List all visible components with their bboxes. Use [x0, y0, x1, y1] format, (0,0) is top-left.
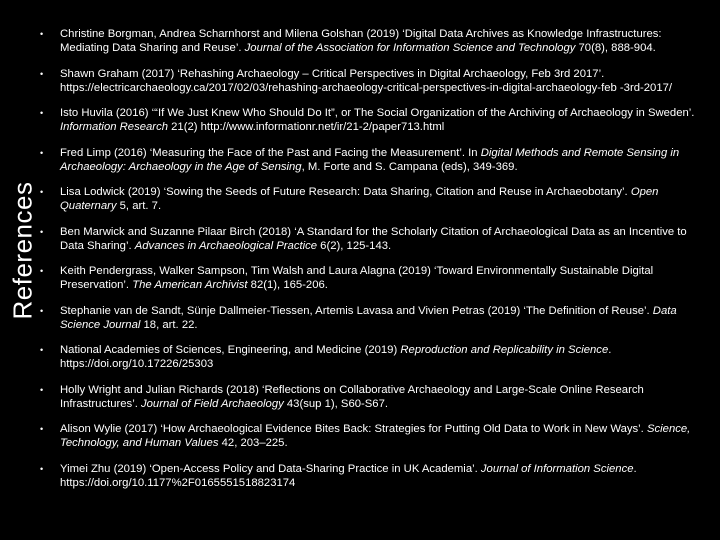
reference-text: Keith Pendergrass, Walker Sampson, Tim Walsh and Laura Alagna (2019) ‘Toward Environmentally Sustainable Digital Preservation’. [60, 265, 654, 291]
reference-source-title: The American Archivist [132, 279, 248, 291]
bullet-icon: • [40, 226, 44, 237]
bullet-icon: • [40, 266, 44, 276]
reference-text: 21(2) http://www.informationr.net/ir/21-2/paper713.html [168, 121, 445, 133]
reference-source-title: Journal of Information Science [480, 462, 634, 475]
reference-text: 5, art. 7. [116, 200, 162, 212]
bullet-icon: • [40, 187, 44, 197]
reference-text: 43(sup 1), S60-S67. [283, 397, 389, 410]
reference-item [40, 343, 710, 371]
bullet-icon: • [40, 345, 44, 355]
bullet-icon: • [40, 305, 44, 316]
bullet-icon: • [40, 424, 44, 434]
reference-item [40, 146, 710, 174]
reference-text: Fred Limp (2016) ‘Measuring the Face of the Past and Facing the Measurement’. In [60, 146, 481, 159]
reference-item [40, 27, 710, 55]
reference-item [40, 106, 710, 134]
bullet-icon: • [40, 384, 44, 395]
reference-text: Alison Wylie (2017) ‘How Archaeological Evidence Bites Back: Strategies for Putting Old Data to Work in New Ways’. [60, 423, 647, 435]
reference-source-title: Advances in Archaeological Practice [134, 239, 318, 252]
reference-text: 82(1), 165-206. [247, 279, 328, 291]
reference-text: Holly Wright and Julian Richards (2018) ‘Reflections on Collaborative Archaeology and Large-Scale Online Research Infrastructures’. [60, 383, 644, 410]
reference-text: Shawn Graham (2017) ‘Rehashing Archaeology – Critical Perspectives in Digital Archaeology, Feb 3rd 2017’. https://electricarchaeology.ca/2017/02/03/rehashing-archaeology-critical-perspectives-in-digital-archaeology-feb -3rd-2017/ [60, 67, 673, 94]
reference-item [40, 185, 710, 213]
bullet-icon: • [40, 463, 44, 474]
reference-text: 18, art. 22. [140, 318, 198, 331]
reference-item [40, 304, 710, 332]
bullet-icon: • [40, 29, 44, 39]
reference-text: Ben Marwick and Suzanne Pilaar Birch (2018) ‘A Standard for the Scholarly Citation of Archaeological Data as an Incentive to Data Sharing’. [60, 225, 687, 252]
reference-text: . https://doi.org/10.1177%2F0165551518823174 [60, 462, 637, 489]
reference-source-title: Reproduction and Replicability in Science [400, 344, 609, 356]
reference-text: Stephanie van de Sandt, Sünje Dallmeier-Tiessen, Artemis Lavasa and Vivien Petras (2019) ‘The Definition of Reuse’. [60, 304, 653, 317]
reference-source-title: Journal of the Association for Information Science and Technology [244, 42, 576, 54]
reference-item [40, 67, 710, 95]
bullet-icon: • [40, 147, 44, 158]
reference-source-title: Digital Methods and Remote Sensing in Archaeology: Archaeology in the Age of Sensing [60, 146, 680, 173]
reference-item [40, 422, 710, 450]
reference-text: Christine Borgman, Andrea Scharnhorst and Milena Golshan (2019) ‘Digital Data Archives as Knowledge Infrastructures: Mediating Data Sharing and Reuse’. [60, 28, 662, 54]
reference-item [40, 462, 710, 490]
reference-source-title: Data Science Journal [60, 304, 677, 331]
reference-item [40, 383, 710, 411]
reference-text: 42, 203–225. [218, 437, 288, 449]
reference-source-title: Information Research [60, 121, 168, 133]
references-list [40, 27, 710, 501]
reference-text: National Academies of Sciences, Engineering, and Medicine (2019) [60, 344, 401, 356]
reference-item [40, 264, 710, 292]
reference-text: Lisa Lodwick (2019) ‘Sowing the Seeds of Future Research: Data Sharing, Citation and Reuse in Archaeobotany’. [60, 186, 631, 198]
reference-text: , M. Forte and S. Campana (eds), 349-369. [301, 160, 518, 173]
reference-source-title: Journal of Field Archaeology [141, 397, 284, 410]
reference-source-title: Open Quaternary [60, 186, 659, 212]
reference-text: Yimei Zhu (2019) ‘Open-Access Policy and Data-Sharing Practice in UK Academia’. [60, 462, 481, 475]
bullet-icon: • [40, 108, 44, 118]
slide-title [2, 170, 44, 330]
reference-text: Isto Huvila (2016) ‘“If We Just Knew Who Should Do It”, or The Social Organization of the Archiving of Archaeology in Sweden’. [60, 107, 695, 119]
reference-source-title: Science, Technology, and Human Values [60, 423, 691, 449]
reference-text: 70(8), 888-904. [575, 42, 656, 54]
reference-item [40, 225, 710, 253]
bullet-icon: • [40, 68, 44, 79]
slide-title-text: References [7, 181, 38, 319]
reference-text: . https://doi.org/10.17226/25303 [60, 344, 612, 370]
reference-text: 6(2), 125-143. [317, 239, 392, 252]
